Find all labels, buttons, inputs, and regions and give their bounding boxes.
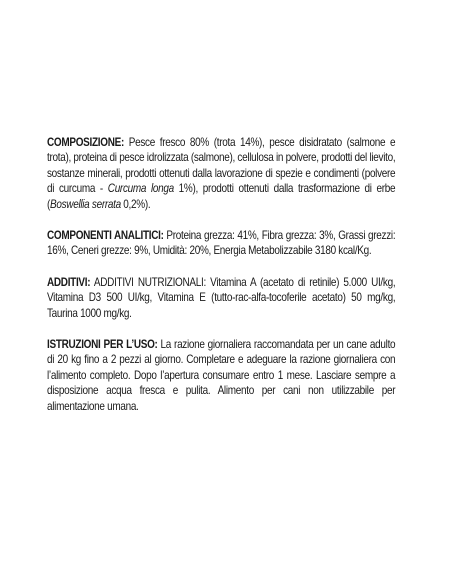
instructions-paragraph — [47, 337, 395, 414]
analytical-components-paragraph — [47, 228, 395, 259]
additives-heading: ADDITIVI: — [47, 275, 91, 289]
composition-paragraph — [47, 135, 395, 212]
composition-text-part1: Pesce fresco 80% (trota 14%), pesce disidratato (salmone e trota), proteina di pesce idrolizzata (salmone), cellulosa in polvere, prodotti del lievito, sostanze minerali, prodotti ottenuti dalla lavorazione di spezie e condimenti (polvere di curcuma - — [47, 136, 396, 196]
analytical-components-heading: COMPONENTI ANALITICI: — [47, 229, 164, 243]
composition-text-part3: 0,2%). — [120, 197, 151, 211]
instructions-text: La razione giornaliera raccomandata per un cane adulto di 20 kg fino a 2 pezzi al giorno. Completare e adeguare la razione giornaliera con l’alimento completo. Dopo l’apertura consumare entro 1 mese. Lasciare sempre a disposizione acqua fresca e pulita. Alimento per cani non utilizzabile per alimentazione umana. — [47, 338, 396, 413]
composition-text-part2: 1%), prodotti ottenuti dalla trasformazione di erbe ( — [47, 182, 396, 211]
instructions-heading: ISTRUZIONI PER L’USO: — [47, 338, 158, 352]
composition-italic-boswellia: Boswellia serrata — [50, 197, 121, 211]
composition-italic-curcuma: Curcuma longa — [107, 182, 174, 196]
product-label-text — [47, 135, 396, 430]
composition-heading: COMPOSIZIONE: — [47, 136, 124, 149]
additives-text: ADDITIVI NUTRIZIONALI: Vitamina A (acetato di retinile) 5.000 UI/kg, Vitamina D3 500 UI/kg, Vitamina E (tutto-rac-alfa-tocoferile acetato) 50 mg/kg, Taurina 1000 mg/kg. — [47, 275, 396, 320]
analytical-components-text: Proteina grezza: 41%, Fibra grezza: 3%, Grassi grezzi: 16%, Ceneri grezze: 9%, Umidità: 20%, Energia Metabolizzabile 3180 kcal/Kg. — [47, 229, 396, 258]
additives-paragraph — [47, 275, 395, 321]
